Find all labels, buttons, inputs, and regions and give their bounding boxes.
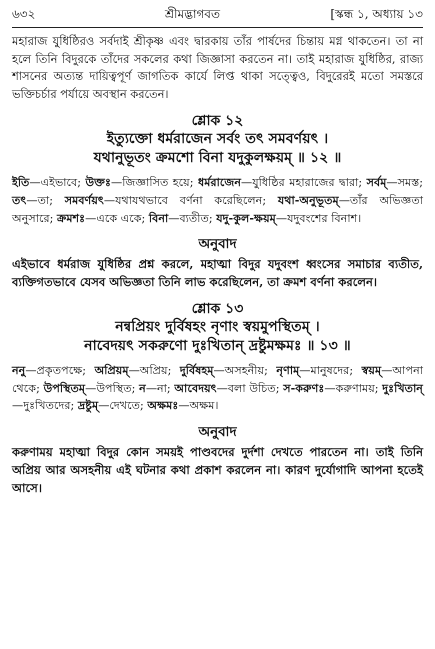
verse-line: যথানুভূতং ক্রমশো বিনা যদুকুলক্ষয়ম্ ॥ ১২ ॥: [93, 150, 342, 167]
page-number: ৬৩২: [12, 7, 36, 21]
synonym-meaning: দেখতে;: [109, 399, 144, 413]
synonym-word: দুর্বিষহম্: [179, 363, 214, 378]
synonym-meaning: এইভাবে;: [40, 176, 82, 190]
verse-heading: শ্লোক ১২: [191, 113, 244, 130]
synonym-word: ধর্মরাজেন: [197, 175, 242, 190]
synonym-word: তৎ: [12, 192, 27, 207]
synonym-word: ইতি: [12, 175, 30, 190]
synonym-meaning: প্রকৃতপক্ষে;: [36, 364, 87, 378]
synonym-word: সমবর্ণয়ৎ: [64, 192, 104, 207]
synonym-meaning: আপনা থেকে;: [12, 364, 423, 395]
header-rule: [12, 27, 423, 28]
synonym-word: উপস্থিতম্: [43, 380, 86, 395]
verse-block-12: [12, 112, 423, 291]
synonyms-paragraph: ননু—প্রকৃতপক্ষে; অপ্রিয়ম্—অপ্রিয়; দুর্বিষহম্—অসহনীয়; নৃণাম্—মানুষদের; স্বয়ম্—আপনা থেকে; উপস্থিতম্—উপস্থিত; ন—না; আবেদয়ৎ—বলা উচিত; স-করুণঃ—করুণাময়; দুঃখিতান্—দুঃখিতদের; দ্রষ্টুম্—দেখতে; অক্ষমঃ—অক্ষম।: [12, 363, 423, 413]
synonym-meaning: অসহনীয়;: [224, 364, 268, 378]
verse-line: নাবেদয়ৎ সকরুণো দুঃখিতান্ দ্রষ্টুমক্ষমঃ ॥ ১৩ ॥: [84, 338, 351, 355]
synonym-word: যদু-কুল-ক্ষয়ম্: [216, 210, 276, 225]
synonym-meaning: তা;: [37, 193, 53, 207]
synonym-word: অক্ষমঃ: [147, 398, 179, 413]
synonym-word: ক্রমশঃ: [56, 210, 86, 225]
verse-heading: শ্লোক ১৩: [191, 301, 244, 318]
synonym-word: উক্তঃ: [85, 175, 112, 190]
chapter-reference: [স্কন্ধ ১, অধ্যায় ১৩: [330, 7, 423, 21]
synonym-word: যথা-অনুভূতম্: [277, 192, 339, 207]
book-title: শ্রীমদ্ভাগবত: [164, 7, 220, 21]
synonym-meaning: দুঃখিতদের;: [23, 399, 75, 413]
translation-heading: অনুবাদ: [198, 423, 237, 440]
synonym-meaning: উপস্থিত;: [96, 381, 136, 395]
verse-line: নন্বপ্রিয়ং দুর্বিষহং নৃণাং স্বয়মুপস্থিতম্ ।: [115, 319, 320, 336]
synonym-word: আবেদয়ৎ: [174, 380, 217, 395]
synonym-word: ন: [139, 380, 146, 395]
translation-text: করুণাময় মহাত্মা বিদুর কোন সময়ই পাণ্ডবদের দুর্দশা দেখতে পারতেন না। তাই তিনি অপ্রিয় আর অসহনীয় এই ঘটনার কথা প্রকাশ করলেন না। কারণ দুর্যোগাদি আপনা হতেই আসে।: [12, 444, 423, 495]
synonym-word: ননু: [12, 363, 26, 378]
synonyms-paragraph: ইতি—এইভাবে; উক্তঃ—জিজ্ঞাসিত হয়ে; ধর্মরাজেন—যুধিষ্ঠির মহারাজের দ্বারা; সর্বম্—সমস্ত; তৎ—তা; সমবর্ণয়ৎ—যথাযথভাবে বর্ণনা করেছিলেন; যথা-অনুভূতম্—তাঁর অভিজ্ঞতা অনুসারে; ক্রমশঃ—একে একে; বিনা—ব্যতীত; যদু-কুল-ক্ষয়ম্—যদুবংশের বিনাশ।: [12, 175, 424, 225]
synonym-meaning: বলা উচিত;: [227, 381, 280, 395]
synonym-meaning: সমস্ত;: [397, 176, 424, 190]
synonym-word: দ্রষ্টুম্: [77, 398, 99, 413]
synonym-word: দুঃখিতান্: [382, 380, 423, 395]
synonym-meaning: জিজ্ঞাসিত হয়ে;: [122, 176, 194, 190]
synonym-word: নৃণাম্: [276, 363, 300, 378]
synonym-meaning: যদুবংশের বিনাশ।: [287, 211, 362, 225]
page-header: [12, 6, 423, 24]
synonym-meaning: একে একে;: [96, 211, 146, 225]
synonym-word: সর্বম্: [366, 175, 387, 190]
synonym-meaning: মানুষদের;: [310, 364, 354, 378]
synonym-meaning: যুধিষ্ঠির মহারাজের দ্বারা;: [252, 176, 363, 190]
synonym-meaning: অক্ষম।: [189, 399, 219, 413]
verse-line: ইত্যুক্তো ধর্মরাজেন সর্বং তৎ সমবর্ণয়ৎ ।: [106, 131, 329, 148]
synonym-meaning: না;: [157, 381, 171, 395]
synonym-meaning: ব্যতীত;: [179, 211, 213, 225]
translation-text: এইভাবে ধর্মরাজ যুধিষ্ঠির প্রশ্ন করলে, মহাত্মা বিদুর যদুবংশ ধ্বংসের সমাচার ব্যতীত, ব্যক্তিগতভাবে যেসব অভিজ্ঞতা তিনি লাভ করেছিলেন, তা ক্রমশ বর্ণনা করলেন।: [12, 257, 423, 290]
synonym-word: স-করুণঃ: [283, 380, 325, 395]
translation-heading: অনুবাদ: [198, 236, 237, 253]
synonym-word: স্বয়ম্: [361, 363, 382, 378]
synonym-meaning: যথাযথভাবে বর্ণনা করেছিলেন;: [115, 193, 267, 207]
synonym-word: বিনা: [148, 210, 169, 225]
synonym-meaning: তাঁর অভিজ্ঞতা অনুসারে;: [12, 193, 424, 225]
synonym-meaning: করুণাময়;: [335, 381, 379, 395]
verse-block-13: [12, 300, 423, 497]
synonym-meaning: অপ্রিয়;: [139, 364, 172, 378]
synonym-word: অপ্রিয়ম্: [94, 363, 129, 378]
intro-paragraph: মহারাজ যুধিষ্ঠিরও সর্বদাই শ্রীকৃষ্ণ এবং দ্বারকায় তাঁর পার্ষদের চিন্তায় মগ্ন থাকতেন। তা না হলে তিনি বিদুরকে তাঁদের সকলের কথা জিজ্ঞাসা করতেন না। তাই মহারাজ যুধিষ্ঠির, রাজ্য শাসনের অত্যন্ত দায়িত্বপূর্ণ জাগতিক কার্যে লিপ্ত থাকা সত্ত্বেও, বিদুরেরই মতো সমস্তরে ভক্তিচর্চার পর্যায়ে অবস্থান করতেন।: [12, 34, 423, 101]
